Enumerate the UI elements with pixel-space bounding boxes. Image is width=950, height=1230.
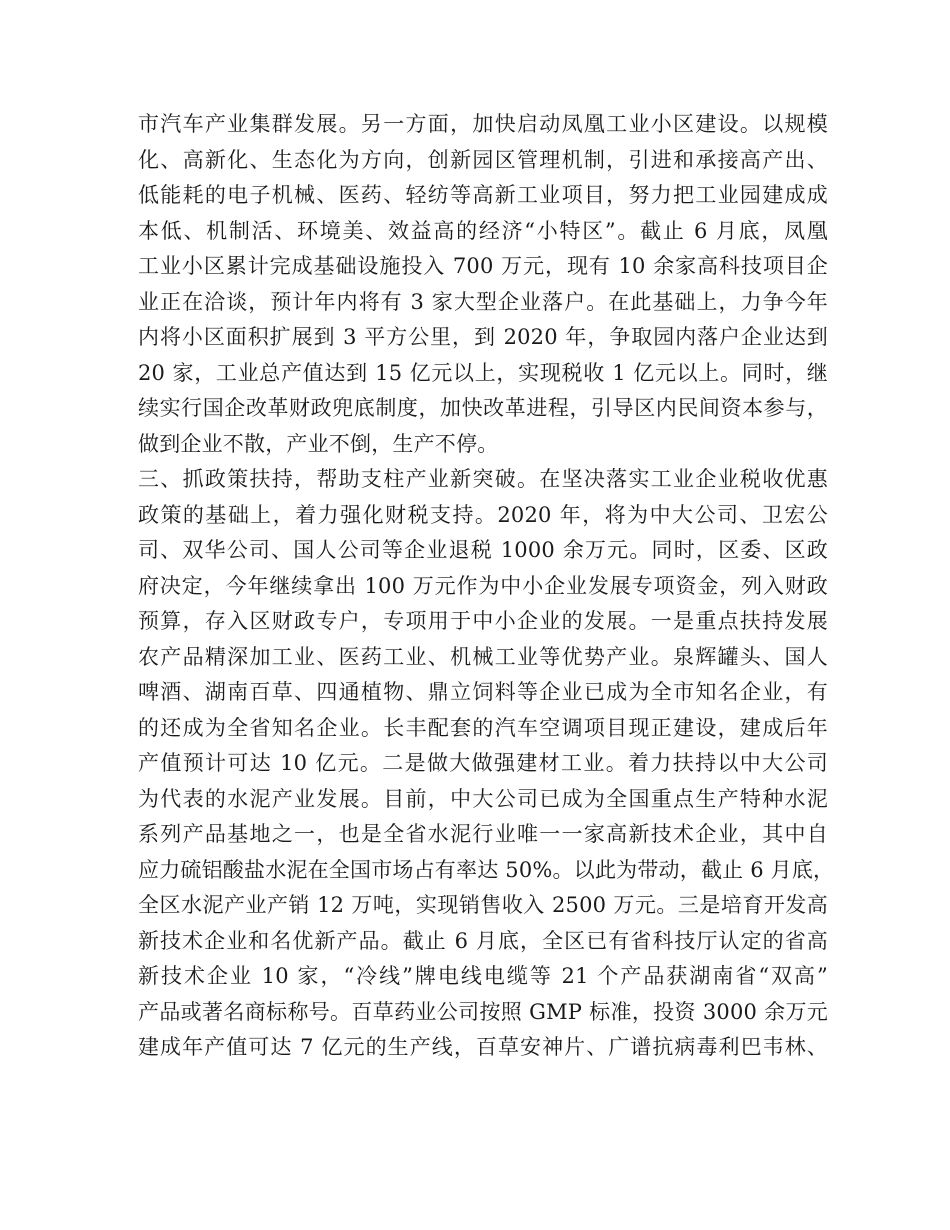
text-line: 化、高新化、生态化为方向，创新园区管理机制，引进和承接高产出、	[138, 147, 828, 172]
text-line: 建成年产值可达 7 亿元的生产线，百草安神片、广谱抗病毒利巴韦林、	[138, 1035, 828, 1059]
text-line: 农产品精深加工业、医药工业、机械工业等优势产业。泉辉罐头、国人	[138, 644, 828, 669]
text-line: 新技术企业和名优新产品。截止 6 月底，全区已有省科技厅认定的省高	[138, 928, 828, 953]
text-line: 低能耗的电子机械、医药、轻纺等高新工业项目，努力把工业园建成成	[138, 183, 828, 207]
text-line: 20 家，工业总产值达到 15 亿元以上，实现税收 1 亿元以上。同时，继	[138, 360, 828, 385]
text-line: 做到企业不散，产业不倒，生产不停。	[138, 431, 499, 456]
body-text	[138, 107, 835, 1066]
text-line: 应力硫铝酸盐水泥在全国市场占有率达 50%。以此为带动，截止 6 月底，	[138, 857, 835, 882]
text-line: 本低、机制活、环境美、效益高的经济“小特区”。截止 6 月底，凤凰	[138, 218, 828, 243]
text-line: 内将小区面积扩展到 3 平方公里，到 2020 年，争取园内落户企业达到	[138, 325, 828, 349]
text-line: 新技术企业 10 家，“冷线”牌电线电缆等 21 个产品获湖南省“双高”	[138, 964, 828, 988]
text-line: 市汽车产业集群发展。另一方面，加快启动凤凰工业小区建设。以规模	[138, 112, 828, 136]
text-line: 的还成为全省知名企业。长丰配套的汽车空调项目现正建设，建成后年	[138, 715, 828, 740]
text-line: 啤酒、湖南百草、四通植物、鼎立饲料等企业已成为全市知名企业，有	[138, 680, 828, 704]
text-line: 府决定，今年继续拿出 100 万元作为中小企业发展专项资金，列入财政	[138, 573, 828, 598]
text-line: 全区水泥产业产销 12 万吨，实现销售收入 2500 万元。三是培育开发高	[138, 893, 828, 917]
text-line: 司、双华公司、国人公司等企业退税 1000 余万元。同时，区委、区政	[138, 538, 828, 562]
text-line: 产品或著名商标称号。百草药业公司按照 GMP 标准，投资 3000 余万元	[138, 999, 828, 1024]
text-line: 为代表的水泥产业发展。目前，中大公司已成为全国重点生产特种水泥	[138, 786, 828, 811]
section-heading-line: 三、抓政策扶持，帮助支柱产业新突破。在坚决落实工业企业税收优惠	[138, 467, 828, 491]
text-line: 政策的基础上，着力强化财税支持。2020 年，将为中大公司、卫宏公	[138, 502, 828, 527]
text-line: 预算，存入区财政专户，专项用于中小企业的发展。一是重点扶持发展	[138, 609, 828, 633]
text-line: 工业小区累计完成基础设施投入 700 万元，现有 10 余家高科技项目企	[138, 254, 828, 278]
text-line: 续实行国企改革财政兜底制度，加快改革进程，引导区内民间资本参与，	[138, 396, 828, 420]
text-line: 系列产品基地之一，也是全省水泥行业唯一一家高新技术企业，其中自	[138, 822, 828, 846]
text-line: 产值预计可达 10 亿元。二是做大做强建材工业。着力扶持以中大公司	[138, 751, 828, 775]
text-line: 业正在洽谈，预计年内将有 3 家大型企业落户。在此基础上，力争今年	[138, 289, 828, 314]
